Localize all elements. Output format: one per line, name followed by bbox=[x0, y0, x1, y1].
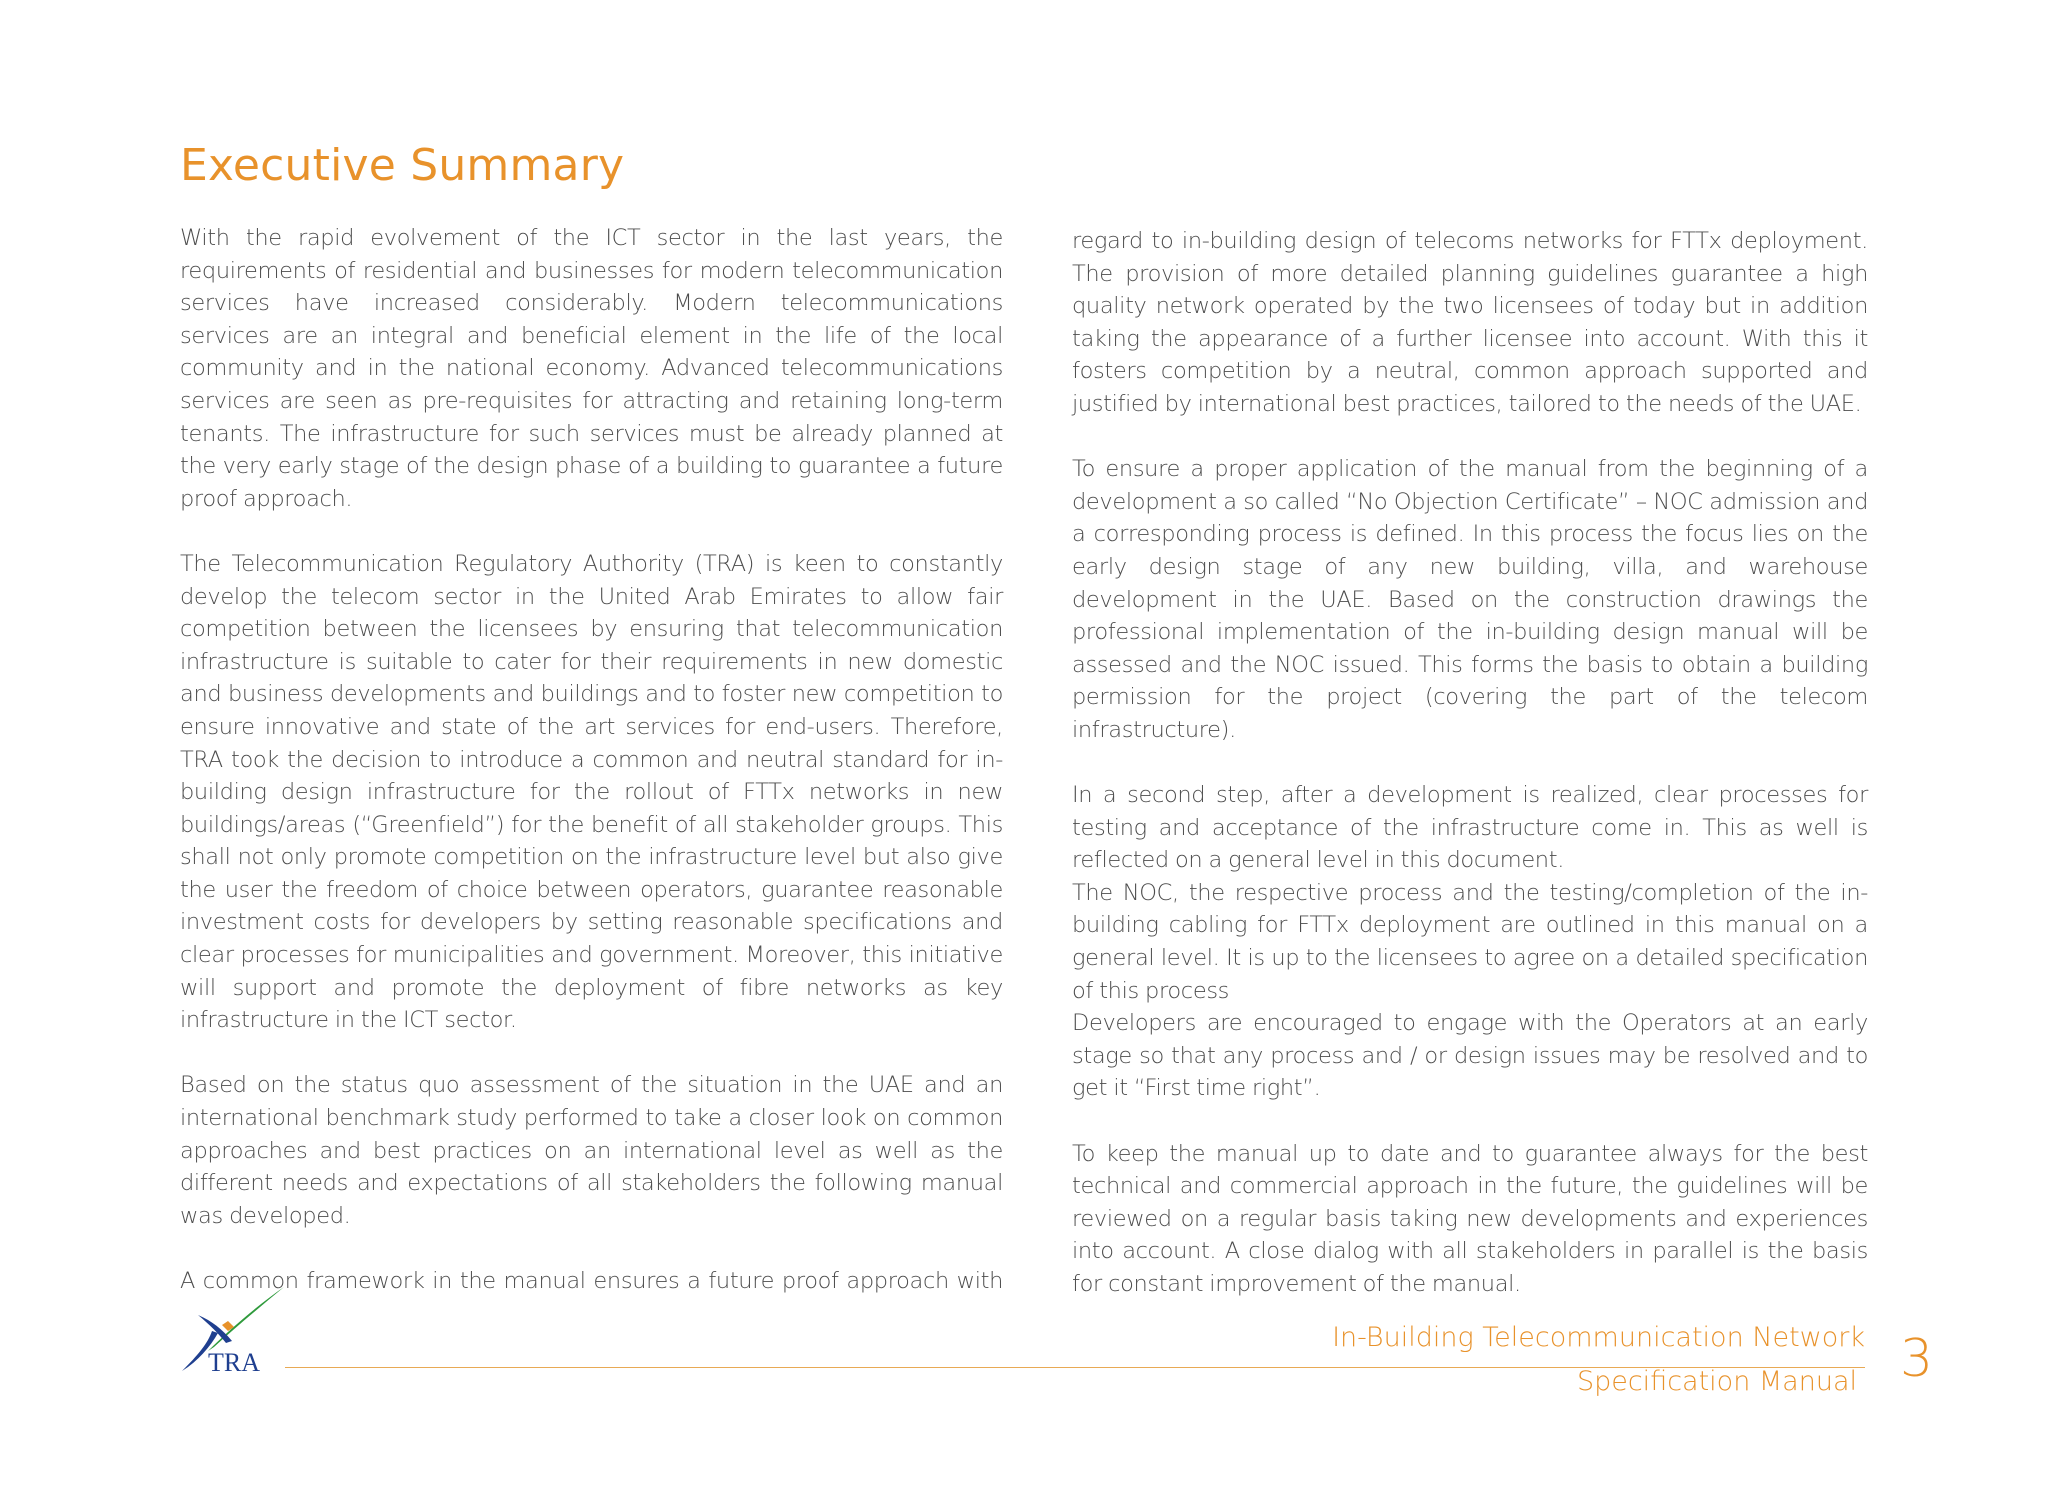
paragraph: The NOC, the respective process and the testing/completion of the in-building cabling for FTTx deployment are outlined in this manual on a general level. It is up to the licensees to agree on a detailed specification of this process bbox=[1072, 879, 1868, 1004]
tra-logo bbox=[178, 1285, 288, 1379]
paragraph: Based on the status quo assessment of the situation in the UAE and an international benchmark study performed to take a closer look on common approaches and best practices on an international level as well as the different needs and expectations of all stakeholders the following manual was developed. bbox=[180, 1072, 1003, 1229]
left-column bbox=[180, 222, 1003, 1298]
paragraph: With the rapid evolvement of the ICT sector in the last years, the requirements of residential and businesses for modern telecommunication services have increased considerably. Modern telecommunications services are an integral and beneficial element in the life of the local community and in the national economy. Advanced telecommunications services are seen as pre-requisites for attracting and retaining long-term tenants. The infrastructure for such services must be already planned at the very early stage of the design phase of a building to guarantee a future proof approach. bbox=[180, 225, 1003, 512]
logo-text: TRA bbox=[208, 1348, 260, 1377]
paragraph: In a second step, after a development is realized, clear processes for testing and acceptance of the infrastructure come in. This as well is reflected on a general level in this document. bbox=[1072, 782, 1868, 874]
page-title: Executive Summary bbox=[180, 140, 625, 191]
paragraph: regard to in-building design of telecoms networks for FTTx deployment. The provision of more detailed planning guidelines guarantee a high quality network operated by the two licensees of today but in addition taking the appearance of a further licensee into account. With this it fosters competition by a neutral, common approach supported and justified by international best practices, tailored to the needs of the UAE. bbox=[1072, 228, 1868, 417]
paragraph: Developers are encouraged to engage with the Operators at an early stage so that any process and / or design issues may be resolved and to get it “First time right”. bbox=[1072, 1010, 1868, 1102]
right-column bbox=[1072, 225, 1868, 1301]
footer-title-line2: Specification Manual bbox=[1576, 1366, 1857, 1397]
tra-logo-icon bbox=[178, 1285, 288, 1379]
paragraph: A common framework in the manual ensures a future proof approach with bbox=[180, 1268, 1003, 1294]
paragraph: To ensure a proper application of the manual from the beginning of a development a so called “No Objection Certificate” – NOC admission and a corresponding process is defined. In this process the focus lies on the early design stage of any new building, villa, and warehouse development in the UAE. Based on the construction drawings the professional implementation of the in-building design manual will be assessed and the NOC issued. This forms the basis to obtain a building permission for the project (covering the part of the telecom infrastructure). bbox=[1072, 456, 1868, 743]
page-number: 3 bbox=[1900, 1329, 1934, 1389]
paragraph: The Telecommunication Regulatory Authority (TRA) is keen to constantly develop the telecom sector in the United Arab Emirates to allow fair competition between the licensees by ensuring that telecommunication infrastructure is suitable to cater for their requirements in new domestic and business developments and buildings and to foster new competition to ensure innovative and state of the art services for end-users. Therefore, TRA took the decision to introduce a common and neutral standard for in-building design infrastructure for the rollout of FTTx networks in new buildings/areas (“Greenfield”) for the benefit of all stakeholder groups. This shall not only promote competition on the infrastructure level but also give the user the freedom of choice between operators, guarantee reasonable investment costs for developers by setting reasonable specifications and clear processes for municipalities and government. Moreover, this initiative will support and promote the deployment of fibre networks as key infrastructure in the ICT sector. bbox=[180, 550, 1003, 1034]
paragraph: To keep the manual up to date and to guarantee always for the best technical and commercial approach in the future, the guidelines will be reviewed on a regular basis taking new developments and experiences into account. A close dialog with all stakeholders in parallel is the basis for constant improvement of the manual. bbox=[1072, 1140, 1868, 1297]
footer-title-line1: In-Building Telecommunication Network bbox=[1332, 1322, 1865, 1353]
